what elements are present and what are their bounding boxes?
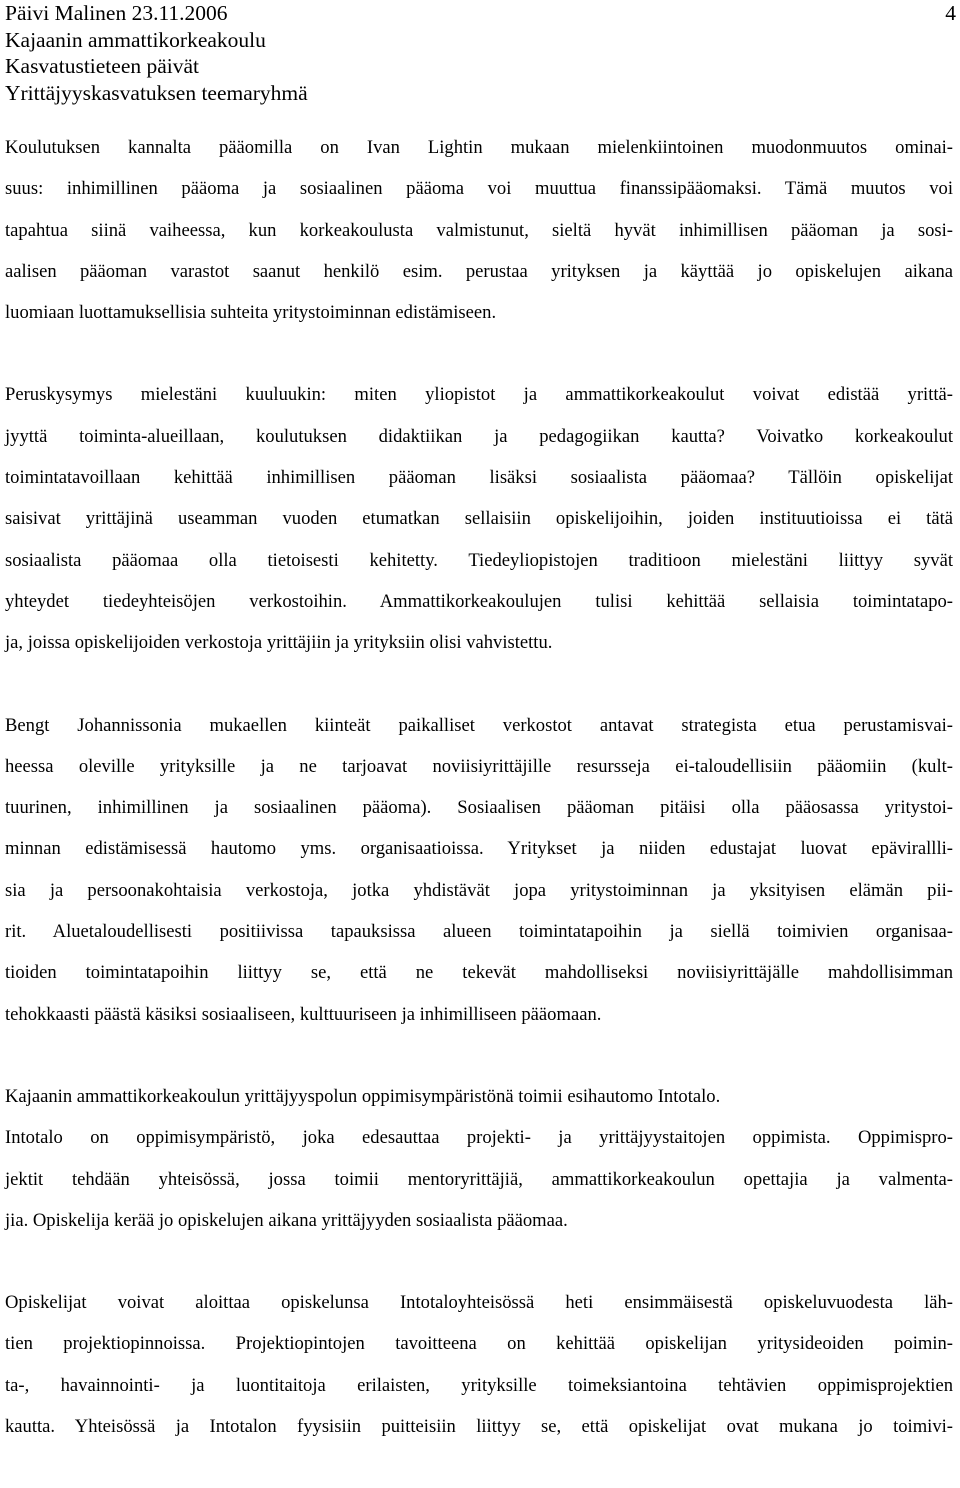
text-line: jektit tehdään yhteisössä, jossa toimii mentoryrittäjiä, ammattikorkeakoulun opettajia ja valmenta- xyxy=(5,1168,953,1190)
text-line: yhteydet tiedeyhteisöjen verkostoihin. Ammattikorkeakoulujen tulisi kehittää sellaisia toimintatapo- xyxy=(5,590,953,612)
text-line: Kajaanin ammattikorkeakoulun yrittäjyyspolun oppimisympäristönä toimii esihautomo Intotalo. xyxy=(5,1085,721,1107)
text-line: minnan edistämisessä hautomo yms. organisaatioissa. Yritykset ja niiden edustajat luovat epävirallli- xyxy=(5,838,953,860)
text-line: tioiden toimintatapoihin liittyy se, että ne tekevät mahdolliseksi noviisiyrittäjälle mahdollisimman xyxy=(5,962,953,984)
paragraph-5 xyxy=(5,1282,953,1447)
text-line: tuurinen, inhimillinen ja sosiaalinen pääoma). Sosiaalisen pääoman pitäisi olla pääosassa yritystoi- xyxy=(5,797,953,819)
text-line: toimintatavoillaan kehittää inhimillisen pääoman lisäksi sosiaalista pääomaa? Tällöin opiskelijat xyxy=(5,467,953,489)
header-group: Yrittäjyyskasvatuksen teemaryhmä xyxy=(5,80,308,105)
header-event: Kasvatustieteen päivät xyxy=(5,54,200,78)
text-line: Intotalo on oppimisympäristö, joka edesauttaa projekti- ja yrittäjyystaitojen oppimista. Oppimispro- xyxy=(5,1127,953,1149)
paragraph-2 xyxy=(5,374,953,663)
page-header xyxy=(5,0,955,106)
text-line: rit. Aluetaloudellisesti positiivissa tapauksissa alueen toimintatapoihin ja siellä toimivien organisaa- xyxy=(5,921,953,943)
text-line: tien projektiopinnoissa. Projektiopintojen tavoitteena on kehittää opiskelijan yritysideoiden poimin- xyxy=(5,1333,953,1355)
page-number: 4 xyxy=(945,1,956,25)
header-author-date: Päivi Malinen 23.11.2006 xyxy=(5,1,228,25)
text-line: sosiaalista pääomaa olla tietoisesti kehitetty. Tiedeyliopistojen traditioon mielestäni liittyy syvät xyxy=(5,549,953,571)
text-line: aalisen pääoman varastot saanut henkilö esim. perustaa yrityksen ja käyttää jo opiskelujen aikana xyxy=(5,260,953,282)
text-line: Koulutuksen kannalta pääomilla on Ivan Lightin mukaan mielenkiintoinen muodonmuutos ominai- xyxy=(5,137,953,158)
text-line: sia ja persoonakohtaisia verkostoja, jotka yhdistävät jopa yritystoiminnan ja yksityisen elämän pii- xyxy=(5,879,953,901)
text-line: suus: inhimillinen pääoma ja sosiaalinen pääoma voi muuttua finanssipääomaksi. Tämä muutos voi xyxy=(5,178,953,200)
text-line: luomiaan luottamuksellisia suhteita yritystoiminnan edistämiseen. xyxy=(5,302,497,324)
text-line: Peruskysymys mielestäni kuuluukin: miten yliopistot ja ammattikorkeakoulut voivat edistää yrittä- xyxy=(5,384,953,406)
text-line: ja, joissa opiskelijoiden verkostoja yrittäjiin ja yrityksiin olisi vahvistettu. xyxy=(5,632,553,654)
paragraph-4 xyxy=(5,1076,953,1241)
text-line: tapahtua siinä vaiheessa, kun korkeakoulusta valmistunut, sieltä hyvät inhimillisen pääoman ja sosi- xyxy=(5,219,953,241)
text-line: heessa oleville yrityksille ja ne tarjoavat noviisiyrittäjille resursseja ei-taloudellisiin pääomiin (kult- xyxy=(5,755,953,777)
text-line: jyyttä toiminta-alueillaan, koulutuksen didaktiikan ja pedagogiikan kautta? Voivatko korkeakoulut xyxy=(5,425,953,447)
header-institution: Kajaanin ammattikorkeakoulu xyxy=(5,27,266,52)
text-line: kautta. Yhteisössä ja Intotalon fyysisiin puitteisiin liittyy se, että opiskelijat ovat mukana jo toimivi- xyxy=(5,1416,953,1438)
text-line: saisivat yrittäjinä useamman vuoden etumatkan sellaisiin opiskelijoihin, joiden instituutioissa ei tätä xyxy=(5,508,953,530)
text-line: jia. Opiskelija kerää jo opiskelujen aikana yrittäjyyden sosiaalista pääomaa. xyxy=(5,1209,568,1231)
text-line: tehokkaasti päästä käsiksi sosiaaliseen, kulttuuriseen ja inhimilliseen pääomaan. xyxy=(5,1003,602,1025)
document-body xyxy=(5,127,953,1488)
paragraph-1 xyxy=(5,127,953,333)
text-line: Opiskelijat voivat aloittaa opiskelunsa Intotaloyhteisössä heti ensimmäisestä opiskeluvuodesta läh- xyxy=(5,1292,953,1314)
text-line: ta-, havainnointi- ja luontitaitoja erilaisten, yrityksille toimeksiantoina tehtävien oppimisprojektien xyxy=(5,1374,953,1396)
text-line: Bengt Johannissonia mukaellen kiinteät paikalliset verkostot antavat strategista etua perustamisvai- xyxy=(5,714,953,736)
paragraph-3 xyxy=(5,705,953,1035)
